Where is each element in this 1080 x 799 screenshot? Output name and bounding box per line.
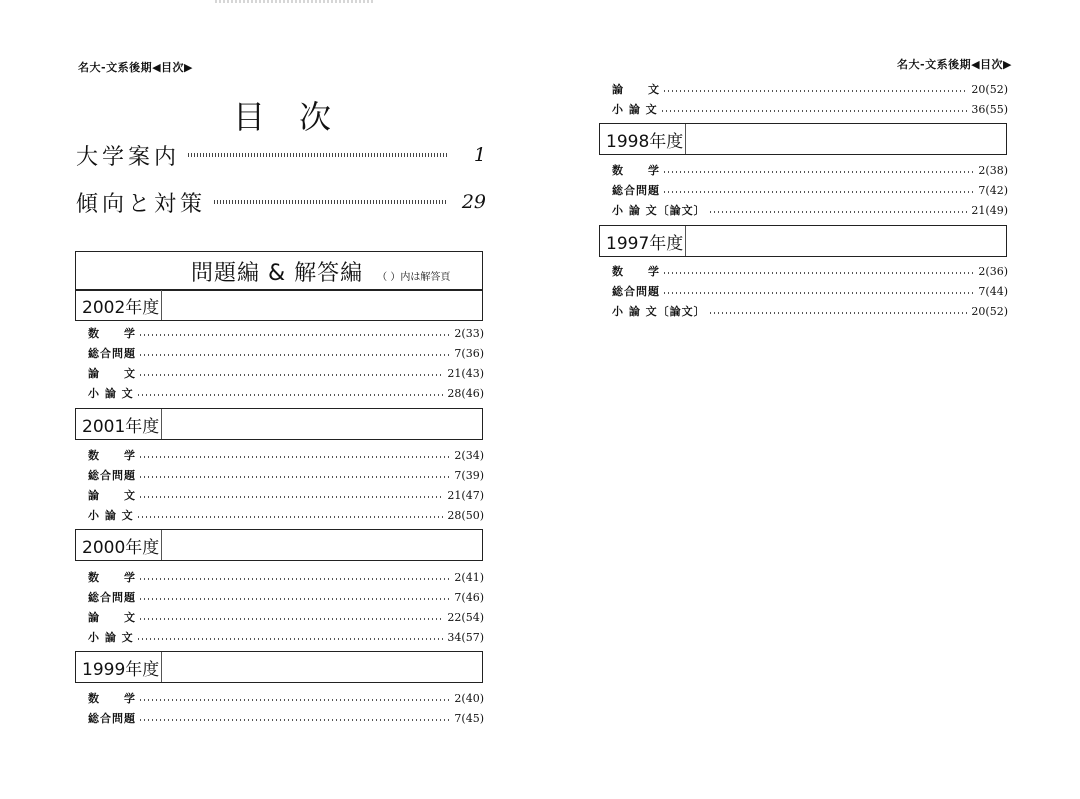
year-label: 2002年度 (76, 290, 162, 320)
year-header-1998 (599, 123, 1007, 155)
section-title: 問題編 & 解答編 (191, 260, 364, 286)
toc-entry-trends[interactable] (76, 187, 486, 217)
year-header-2001 (75, 408, 483, 440)
toc-row[interactable]: 数 学 2(33) (88, 326, 484, 340)
year-header-2002 (75, 289, 483, 321)
entry-label: 傾向と対策 (76, 191, 207, 217)
toc-row[interactable]: 数 学 2(38) (612, 163, 1008, 177)
toc-row[interactable]: 小 論 文〔論文〕 21(49) (612, 203, 1008, 217)
year-label: 2001年度 (76, 409, 162, 439)
toc-row[interactable]: 数 学 2(34) (88, 448, 484, 462)
right-page (540, 0, 1080, 799)
year-label: 2000年度 (76, 530, 162, 560)
toc-row[interactable]: 論 文 21(43) (88, 366, 484, 380)
entry-page: 1 (473, 144, 486, 166)
year-header-1999 (75, 651, 483, 683)
year-header-1997 (599, 225, 1007, 257)
entry-page: 29 (461, 191, 486, 213)
running-head: 名大-文系後期◀目次▶ (78, 61, 193, 74)
toc-row[interactable]: 小 論 文 34(57) (88, 630, 484, 644)
section-header (75, 251, 483, 291)
toc-row[interactable]: 数 学 2(36) (612, 264, 1008, 278)
toc-row[interactable]: 論 文 20(52) (612, 82, 1008, 96)
running-head: 名大-文系後期◀目次▶ (897, 58, 1012, 71)
entry-label: 大学案内 (76, 144, 181, 170)
toc-row[interactable]: 数 学 2(41) (88, 570, 484, 584)
year-header-2000 (75, 529, 483, 561)
year-label: 1999年度 (76, 652, 162, 682)
toc-row[interactable]: 論 文 22(54) (88, 610, 484, 624)
toc-row[interactable]: 論 文 21(47) (88, 488, 484, 502)
toc-row[interactable]: 総合問題 7(45) (88, 711, 484, 725)
toc-row[interactable]: 総合問題 7(44) (612, 284, 1008, 298)
dot-leader (214, 200, 448, 204)
toc-row[interactable]: 小 論 文 36(55) (612, 102, 1008, 116)
toc-row[interactable]: 数 学 2(40) (88, 691, 484, 705)
toc-entry-guide[interactable] (76, 140, 486, 170)
year-label: 1997年度 (600, 226, 686, 256)
toc-row[interactable]: 小 論 文 28(50) (88, 508, 484, 522)
page-title: 目次 (233, 98, 366, 136)
dot-leader (188, 153, 448, 157)
toc-row[interactable]: 総合問題 7(42) (612, 183, 1008, 197)
toc-row[interactable]: 総合問題 7(39) (88, 468, 484, 482)
toc-row[interactable]: 総合問題 7(36) (88, 346, 484, 360)
toc-row[interactable]: 小 論 文 28(46) (88, 386, 484, 400)
toc-row[interactable]: 総合問題 7(46) (88, 590, 484, 604)
section-note: （ ）内は解答頁 (377, 271, 451, 283)
toc-row[interactable]: 小 論 文〔論文〕 20(52) (612, 304, 1008, 318)
year-label: 1998年度 (600, 124, 686, 154)
